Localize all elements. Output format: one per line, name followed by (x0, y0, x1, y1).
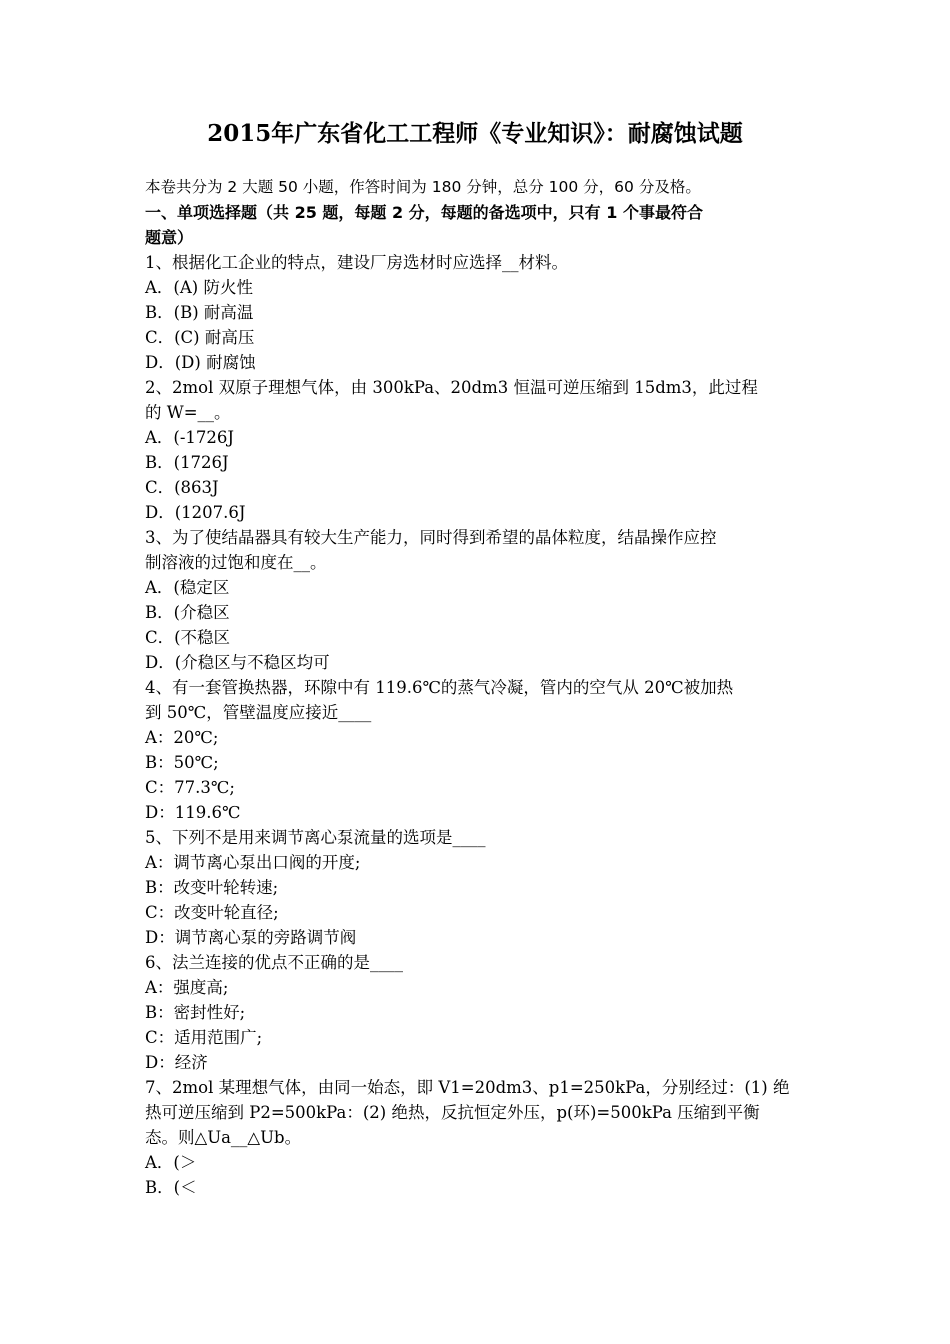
question-line: 制溶液的过饱和度在__。 (145, 553, 327, 572)
option-line: C．(C) 耐高压 (145, 328, 255, 347)
option-line: A．(-1726J (145, 428, 235, 447)
document-body (145, 175, 810, 1200)
option-line: A．(＞ (145, 1153, 197, 1172)
option-line: D：经济 (145, 1053, 208, 1072)
question-line: 7、2mol 某理想气体，由同一始态，即 V1=20dm3、p1=250kPa，分别经过：(1) 绝 (145, 1078, 790, 1097)
question-line: 5、下列不是用来调节离心泵流量的选项是____ (145, 828, 486, 847)
question-line: 态。则△Ua__△Ub。 (145, 1128, 302, 1147)
question-line: 的 W=__。 (145, 403, 231, 422)
question-line: 2、2mol 双原子理想气体，由 300kPa、20dm3 恒温可逆压缩到 15dm3，此过程 (145, 378, 758, 397)
option-line: B：50℃; (145, 753, 219, 772)
option-line: D．(D) 耐腐蚀 (145, 353, 256, 372)
option-line: B．(1726J (145, 453, 229, 472)
option-line: C．(不稳区 (145, 628, 231, 647)
option-line: B．(＜ (145, 1178, 197, 1197)
question-line: 1、根据化工企业的特点，建设厂房选材时应选择__材料。 (145, 253, 568, 272)
option-line: C：适用范围广; (145, 1028, 263, 1047)
question-line: 4、有一套管换热器，环隙中有 119.6℃的蒸气冷凝，管内的空气从 20℃被加热 (145, 678, 734, 697)
option-line: C：77.3℃; (145, 778, 235, 797)
section-heading: 题意） (145, 228, 194, 247)
question-line: 3、为了使结晶器具有较大生产能力，同时得到希望的晶体粒度，结晶操作应控 (145, 528, 717, 547)
question-line: 到 50℃，管壁温度应接近____ (145, 703, 372, 722)
option-line: B：密封性好; (145, 1003, 246, 1022)
option-line: C：改变叶轮直径; (145, 903, 279, 922)
option-line: A．(A) 防火性 (145, 278, 253, 297)
option-line: A：调节离心泵出口阀的开度; (145, 853, 361, 872)
option-line: D：调节离心泵的旁路调节阀 (145, 928, 357, 947)
option-line: A：20℃; (145, 728, 219, 747)
option-line: C．(863J (145, 478, 219, 497)
option-line: B．(介稳区 (145, 603, 230, 622)
option-line: B：改变叶轮转速; (145, 878, 279, 897)
document-title: 2015年广东省化工工程师《专业知识》：耐腐蚀试题 (207, 120, 743, 147)
question-line: 6、法兰连接的优点不正确的是____ (145, 953, 403, 972)
option-line: A．(稳定区 (145, 578, 230, 597)
option-line: D：119.6℃ (145, 803, 241, 822)
exam-instructions: 本卷共分为 2 大题 50 小题，作答时间为 180 分钟，总分 100 分，60 分及格。 (145, 178, 701, 196)
option-line: A：强度高; (145, 978, 229, 997)
option-line: D．(介稳区与不稳区均可 (145, 653, 330, 672)
section-heading: 一、单项选择题（共 25 题，每题 2 分，每题的备选项中，只有 1 个事最符合 (145, 203, 703, 222)
question-line: 热可逆压缩到 P2=500kPa：(2) 绝热，反抗恒定外压，p(环)=500kPa 压缩到平衡 (145, 1103, 760, 1122)
option-line: D．(1207.6J (145, 503, 246, 522)
option-line: B．(B) 耐高温 (145, 303, 254, 322)
